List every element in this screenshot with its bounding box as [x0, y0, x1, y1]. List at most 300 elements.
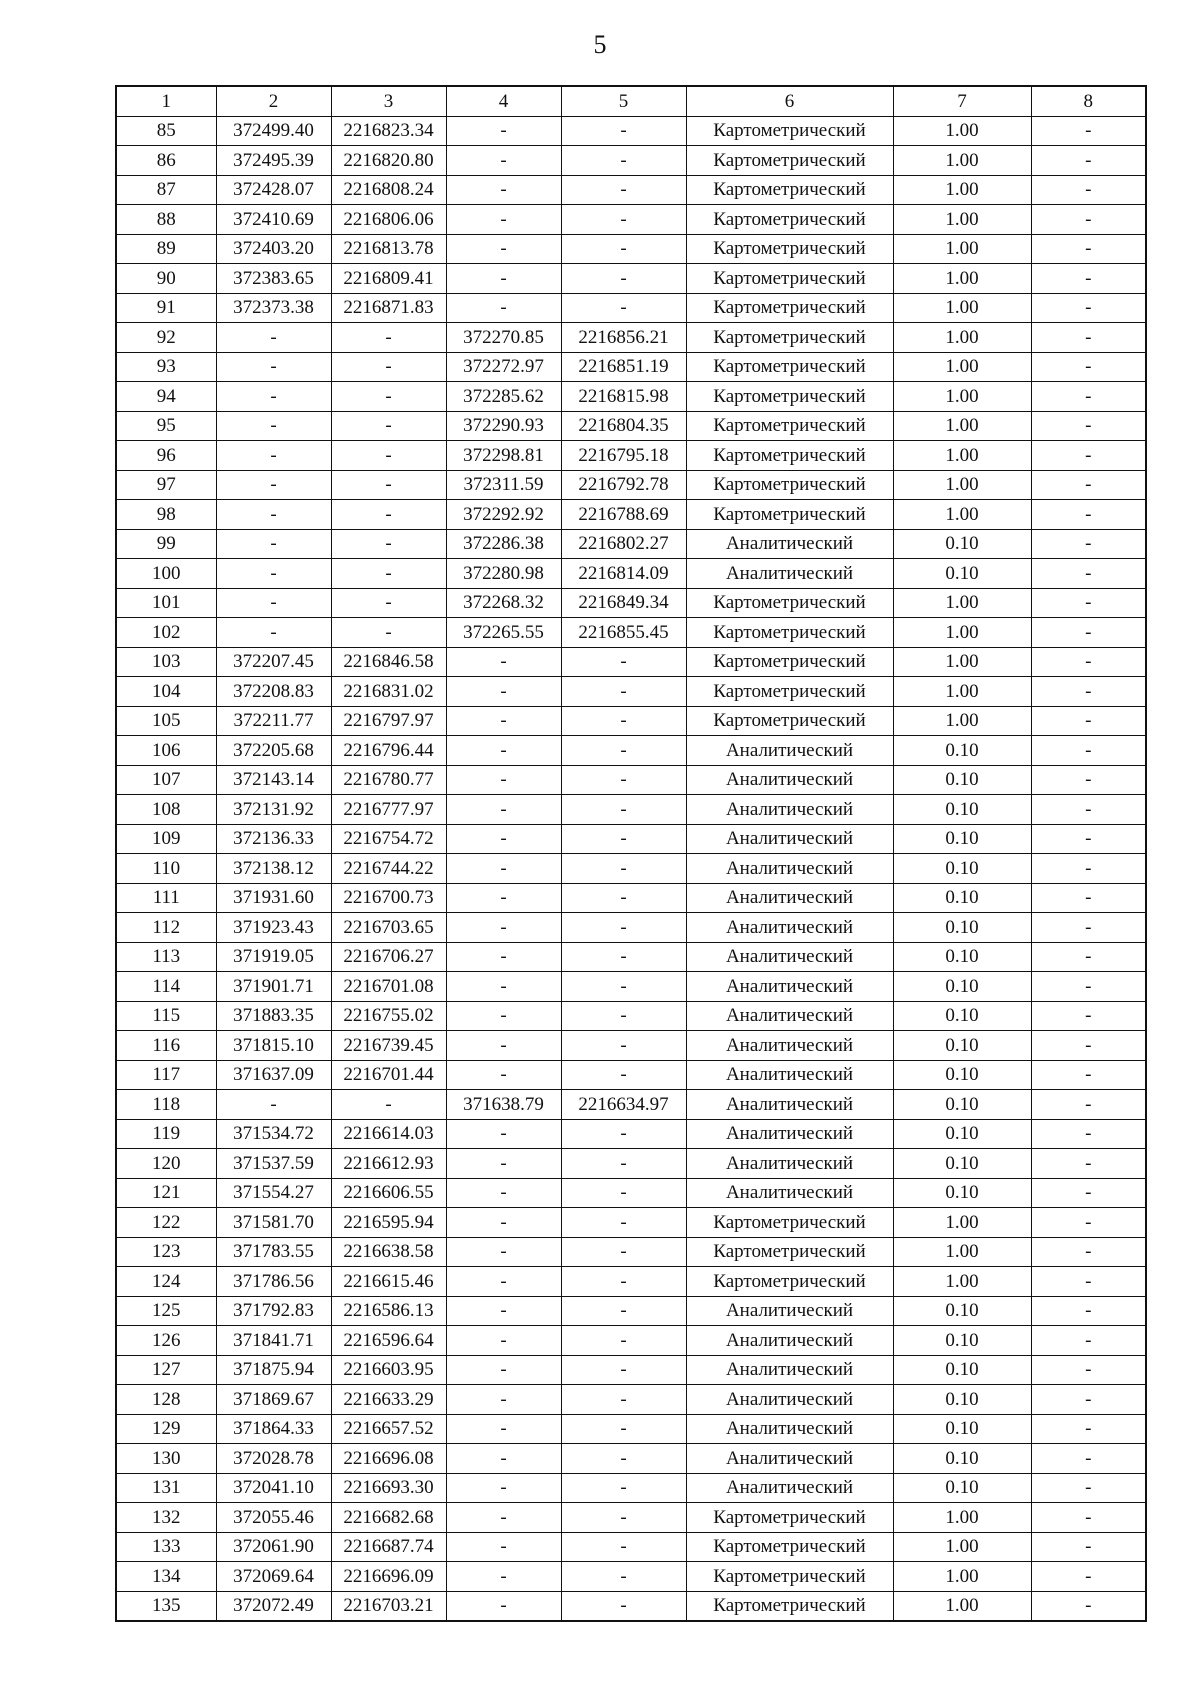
cell-existing-x: -: [216, 559, 331, 589]
table-row: [116, 972, 1146, 1002]
table-row: [116, 736, 1146, 766]
cell-new-x: 372292.92: [446, 500, 561, 530]
cell-accuracy: 1.00: [893, 352, 1031, 382]
table-row: [116, 677, 1146, 707]
cell-new-y: -: [561, 1149, 686, 1179]
cell-new-x: -: [446, 1326, 561, 1356]
table-row: [116, 1444, 1146, 1474]
cell-accuracy: 0.10: [893, 972, 1031, 1002]
cell-existing-x: 372205.68: [216, 736, 331, 766]
column-header-2: 2: [216, 86, 331, 116]
cell-existing-x: 371901.71: [216, 972, 331, 1002]
cell-note: -: [1031, 1414, 1146, 1444]
cell-existing-x: 371864.33: [216, 1414, 331, 1444]
cell-method: Картометрический: [686, 146, 893, 176]
table-row: [116, 411, 1146, 441]
cell-new-x: -: [446, 1237, 561, 1267]
cell-method: Аналитический: [686, 1355, 893, 1385]
cell-accuracy: 0.10: [893, 1119, 1031, 1149]
cell-note: -: [1031, 1591, 1146, 1621]
table-row: [116, 942, 1146, 972]
cell-point-number: 110: [116, 854, 216, 884]
cell-accuracy: 0.10: [893, 1296, 1031, 1326]
cell-new-y: -: [561, 1562, 686, 1592]
table-row: [116, 647, 1146, 677]
cell-note: -: [1031, 559, 1146, 589]
cell-existing-y: 2216706.27: [331, 942, 446, 972]
cell-method: Аналитический: [686, 1001, 893, 1031]
cell-new-y: -: [561, 972, 686, 1002]
cell-method: Картометрический: [686, 175, 893, 205]
cell-note: -: [1031, 795, 1146, 825]
cell-note: -: [1031, 116, 1146, 146]
cell-note: -: [1031, 470, 1146, 500]
cell-method: Картометрический: [686, 1562, 893, 1592]
cell-existing-y: 2216586.13: [331, 1296, 446, 1326]
cell-existing-y: 2216701.44: [331, 1060, 446, 1090]
cell-point-number: 122: [116, 1208, 216, 1238]
cell-note: -: [1031, 588, 1146, 618]
column-header-3: 3: [331, 86, 446, 116]
cell-point-number: 131: [116, 1473, 216, 1503]
cell-existing-y: 2216871.83: [331, 293, 446, 323]
cell-method: Аналитический: [686, 1178, 893, 1208]
cell-existing-x: 372069.64: [216, 1562, 331, 1592]
cell-accuracy: 1.00: [893, 1532, 1031, 1562]
cell-accuracy: 0.10: [893, 1001, 1031, 1031]
cell-note: -: [1031, 647, 1146, 677]
column-header-8: 8: [1031, 86, 1146, 116]
cell-note: -: [1031, 293, 1146, 323]
table-row: [116, 618, 1146, 648]
cell-point-number: 106: [116, 736, 216, 766]
cell-point-number: 112: [116, 913, 216, 943]
cell-existing-y: 2216633.29: [331, 1385, 446, 1415]
cell-new-y: -: [561, 1178, 686, 1208]
cell-new-x: -: [446, 1149, 561, 1179]
cell-new-y: -: [561, 146, 686, 176]
table-row: [116, 765, 1146, 795]
cell-note: -: [1031, 1532, 1146, 1562]
cell-point-number: 133: [116, 1532, 216, 1562]
cell-new-y: -: [561, 1237, 686, 1267]
cell-new-x: -: [446, 795, 561, 825]
cell-method: Картометрический: [686, 500, 893, 530]
cell-accuracy: 1.00: [893, 411, 1031, 441]
cell-accuracy: 1.00: [893, 1208, 1031, 1238]
cell-existing-y: 2216696.09: [331, 1562, 446, 1592]
cell-new-y: -: [561, 1503, 686, 1533]
cell-accuracy: 1.00: [893, 116, 1031, 146]
cell-existing-x: 371883.35: [216, 1001, 331, 1031]
cell-new-x: -: [446, 205, 561, 235]
cell-method: Аналитический: [686, 529, 893, 559]
cell-accuracy: 0.10: [893, 1178, 1031, 1208]
cell-point-number: 89: [116, 234, 216, 264]
cell-new-x: -: [446, 706, 561, 736]
cell-method: Картометрический: [686, 706, 893, 736]
cell-existing-y: -: [331, 470, 446, 500]
cell-note: -: [1031, 1001, 1146, 1031]
cell-existing-x: 372055.46: [216, 1503, 331, 1533]
cell-new-y: -: [561, 883, 686, 913]
coordinates-table: [115, 85, 1147, 1622]
cell-method: Аналитический: [686, 942, 893, 972]
cell-note: -: [1031, 411, 1146, 441]
cell-new-y: -: [561, 913, 686, 943]
cell-method: Картометрический: [686, 1532, 893, 1562]
cell-new-x: -: [446, 1562, 561, 1592]
cell-accuracy: 1.00: [893, 588, 1031, 618]
table-header-row: [116, 86, 1146, 116]
cell-accuracy: 0.10: [893, 883, 1031, 913]
cell-new-x: 372272.97: [446, 352, 561, 382]
cell-note: -: [1031, 1090, 1146, 1120]
cell-point-number: 100: [116, 559, 216, 589]
cell-existing-x: 372041.10: [216, 1473, 331, 1503]
cell-existing-x: 372072.49: [216, 1591, 331, 1621]
cell-existing-x: 371815.10: [216, 1031, 331, 1061]
cell-point-number: 130: [116, 1444, 216, 1474]
cell-method: Картометрический: [686, 1267, 893, 1297]
cell-method: Аналитический: [686, 972, 893, 1002]
cell-accuracy: 1.00: [893, 470, 1031, 500]
cell-existing-x: 371783.55: [216, 1237, 331, 1267]
cell-new-y: -: [561, 234, 686, 264]
cell-method: Картометрический: [686, 293, 893, 323]
cell-accuracy: 0.10: [893, 854, 1031, 884]
table-row: [116, 1562, 1146, 1592]
cell-new-y: 2216788.69: [561, 500, 686, 530]
cell-new-x: -: [446, 1208, 561, 1238]
cell-new-y: -: [561, 1532, 686, 1562]
cell-new-y: -: [561, 1267, 686, 1297]
cell-new-y: -: [561, 1208, 686, 1238]
cell-new-x: -: [446, 264, 561, 294]
cell-point-number: 95: [116, 411, 216, 441]
cell-point-number: 86: [116, 146, 216, 176]
cell-method: Картометрический: [686, 470, 893, 500]
cell-new-y: -: [561, 293, 686, 323]
cell-new-x: 372290.93: [446, 411, 561, 441]
table-row: [116, 1031, 1146, 1061]
cell-existing-x: 372208.83: [216, 677, 331, 707]
cell-existing-y: 2216808.24: [331, 175, 446, 205]
cell-existing-x: 371786.56: [216, 1267, 331, 1297]
cell-existing-y: 2216755.02: [331, 1001, 446, 1031]
cell-new-y: -: [561, 264, 686, 294]
cell-new-y: -: [561, 795, 686, 825]
cell-existing-y: 2216739.45: [331, 1031, 446, 1061]
cell-note: -: [1031, 1562, 1146, 1592]
cell-new-y: -: [561, 824, 686, 854]
cell-note: -: [1031, 1444, 1146, 1474]
cell-new-x: -: [446, 1444, 561, 1474]
cell-new-y: -: [561, 116, 686, 146]
table-row: [116, 382, 1146, 412]
cell-note: -: [1031, 677, 1146, 707]
cell-accuracy: 1.00: [893, 706, 1031, 736]
cell-note: -: [1031, 1149, 1146, 1179]
table-row: [116, 559, 1146, 589]
cell-new-y: -: [561, 1326, 686, 1356]
cell-existing-x: 372383.65: [216, 264, 331, 294]
cell-point-number: 115: [116, 1001, 216, 1031]
cell-existing-y: -: [331, 411, 446, 441]
cell-existing-x: 372499.40: [216, 116, 331, 146]
table-row: [116, 264, 1146, 294]
cell-existing-x: -: [216, 1090, 331, 1120]
table-row: [116, 470, 1146, 500]
column-header-6: 6: [686, 86, 893, 116]
cell-new-x: -: [446, 1178, 561, 1208]
table-row: [116, 588, 1146, 618]
cell-new-x: -: [446, 1001, 561, 1031]
cell-existing-y: 2216612.93: [331, 1149, 446, 1179]
cell-new-x: -: [446, 234, 561, 264]
table-row: [116, 1532, 1146, 1562]
table-row: [116, 1237, 1146, 1267]
cell-existing-x: 372373.38: [216, 293, 331, 323]
cell-existing-y: 2216638.58: [331, 1237, 446, 1267]
cell-accuracy: 0.10: [893, 1473, 1031, 1503]
table-row: [116, 854, 1146, 884]
cell-note: -: [1031, 913, 1146, 943]
cell-note: -: [1031, 1267, 1146, 1297]
cell-existing-y: 2216700.73: [331, 883, 446, 913]
cell-new-y: -: [561, 1119, 686, 1149]
cell-accuracy: 0.10: [893, 529, 1031, 559]
cell-new-y: 2216634.97: [561, 1090, 686, 1120]
cell-note: -: [1031, 205, 1146, 235]
table-row: [116, 205, 1146, 235]
cell-point-number: 132: [116, 1503, 216, 1533]
cell-note: -: [1031, 1237, 1146, 1267]
table-row: [116, 1267, 1146, 1297]
cell-accuracy: 1.00: [893, 647, 1031, 677]
cell-method: Аналитический: [686, 854, 893, 884]
cell-new-x: -: [446, 1414, 561, 1444]
table-row: [116, 1090, 1146, 1120]
cell-existing-y: -: [331, 441, 446, 471]
column-header-1: 1: [116, 86, 216, 116]
cell-method: Картометрический: [686, 647, 893, 677]
table-row: [116, 352, 1146, 382]
cell-accuracy: 1.00: [893, 618, 1031, 648]
cell-point-number: 129: [116, 1414, 216, 1444]
cell-point-number: 98: [116, 500, 216, 530]
table-row: [116, 1119, 1146, 1149]
cell-existing-y: 2216603.95: [331, 1355, 446, 1385]
cell-existing-y: 2216614.03: [331, 1119, 446, 1149]
cell-note: -: [1031, 854, 1146, 884]
cell-point-number: 103: [116, 647, 216, 677]
table-row: [116, 824, 1146, 854]
cell-new-y: -: [561, 942, 686, 972]
cell-accuracy: 0.10: [893, 559, 1031, 589]
cell-accuracy: 1.00: [893, 146, 1031, 176]
table-row: [116, 1208, 1146, 1238]
table-row: [116, 1296, 1146, 1326]
cell-note: -: [1031, 175, 1146, 205]
cell-existing-x: -: [216, 470, 331, 500]
cell-new-x: 372311.59: [446, 470, 561, 500]
table-row: [116, 500, 1146, 530]
cell-method: Аналитический: [686, 824, 893, 854]
column-header-5: 5: [561, 86, 686, 116]
cell-existing-x: 371581.70: [216, 1208, 331, 1238]
cell-method: Картометрический: [686, 1208, 893, 1238]
cell-note: -: [1031, 352, 1146, 382]
cell-existing-x: 372207.45: [216, 647, 331, 677]
cell-note: -: [1031, 972, 1146, 1002]
cell-new-x: 372268.32: [446, 588, 561, 618]
cell-method: Аналитический: [686, 1414, 893, 1444]
cell-new-y: -: [561, 1355, 686, 1385]
cell-existing-x: 372061.90: [216, 1532, 331, 1562]
table-row: [116, 175, 1146, 205]
cell-existing-y: 2216820.80: [331, 146, 446, 176]
cell-note: -: [1031, 1473, 1146, 1503]
cell-method: Аналитический: [686, 1119, 893, 1149]
table-row: [116, 1001, 1146, 1031]
cell-existing-x: 372410.69: [216, 205, 331, 235]
cell-point-number: 135: [116, 1591, 216, 1621]
cell-accuracy: 1.00: [893, 1503, 1031, 1533]
cell-method: Картометрический: [686, 1591, 893, 1621]
cell-note: -: [1031, 1208, 1146, 1238]
cell-note: -: [1031, 1326, 1146, 1356]
table-row: [116, 1326, 1146, 1356]
cell-existing-y: 2216595.94: [331, 1208, 446, 1238]
cell-new-y: -: [561, 765, 686, 795]
cell-existing-y: -: [331, 559, 446, 589]
cell-point-number: 107: [116, 765, 216, 795]
cell-method: Картометрический: [686, 618, 893, 648]
cell-accuracy: 0.10: [893, 765, 1031, 795]
cell-existing-y: 2216846.58: [331, 647, 446, 677]
cell-new-y: 2216855.45: [561, 618, 686, 648]
cell-new-x: -: [446, 883, 561, 913]
table-row: [116, 706, 1146, 736]
cell-point-number: 125: [116, 1296, 216, 1326]
cell-existing-x: -: [216, 618, 331, 648]
cell-note: -: [1031, 1503, 1146, 1533]
table-row: [116, 1355, 1146, 1385]
cell-method: Картометрический: [686, 1237, 893, 1267]
cell-existing-x: 372028.78: [216, 1444, 331, 1474]
cell-new-y: -: [561, 175, 686, 205]
cell-accuracy: 1.00: [893, 1237, 1031, 1267]
cell-note: -: [1031, 1178, 1146, 1208]
cell-method: Картометрический: [686, 1503, 893, 1533]
cell-point-number: 134: [116, 1562, 216, 1592]
cell-accuracy: 1.00: [893, 323, 1031, 353]
cell-point-number: 124: [116, 1267, 216, 1297]
cell-method: Картометрический: [686, 205, 893, 235]
cell-accuracy: 1.00: [893, 441, 1031, 471]
cell-accuracy: 0.10: [893, 1149, 1031, 1179]
cell-point-number: 121: [116, 1178, 216, 1208]
cell-point-number: 92: [116, 323, 216, 353]
cell-method: Картометрический: [686, 382, 893, 412]
cell-new-y: -: [561, 854, 686, 884]
cell-new-x: -: [446, 1532, 561, 1562]
cell-accuracy: 0.10: [893, 1326, 1031, 1356]
cell-new-x: -: [446, 736, 561, 766]
cell-existing-x: 371792.83: [216, 1296, 331, 1326]
cell-existing-x: -: [216, 588, 331, 618]
cell-note: -: [1031, 382, 1146, 412]
cell-new-x: -: [446, 1031, 561, 1061]
cell-method: Картометрический: [686, 441, 893, 471]
table-body: [116, 116, 1146, 1621]
cell-method: Аналитический: [686, 765, 893, 795]
cell-existing-y: 2216682.68: [331, 1503, 446, 1533]
cell-existing-y: -: [331, 323, 446, 353]
cell-new-y: -: [561, 736, 686, 766]
table-row: [116, 1149, 1146, 1179]
cell-new-x: 372265.55: [446, 618, 561, 648]
cell-existing-y: 2216687.74: [331, 1532, 446, 1562]
table-row: [116, 913, 1146, 943]
cell-note: -: [1031, 1119, 1146, 1149]
cell-method: Картометрический: [686, 677, 893, 707]
cell-existing-y: 2216797.97: [331, 706, 446, 736]
cell-new-y: 2216814.09: [561, 559, 686, 589]
cell-existing-y: -: [331, 588, 446, 618]
table-row: [116, 234, 1146, 264]
cell-existing-y: 2216744.22: [331, 854, 446, 884]
cell-existing-x: 372403.20: [216, 234, 331, 264]
cell-new-y: -: [561, 1591, 686, 1621]
cell-existing-x: 372136.33: [216, 824, 331, 854]
cell-new-y: 2216851.19: [561, 352, 686, 382]
cell-note: -: [1031, 942, 1146, 972]
cell-note: -: [1031, 824, 1146, 854]
cell-new-x: -: [446, 146, 561, 176]
cell-point-number: 105: [116, 706, 216, 736]
cell-new-x: 371638.79: [446, 1090, 561, 1120]
cell-accuracy: 0.10: [893, 1385, 1031, 1415]
cell-point-number: 127: [116, 1355, 216, 1385]
column-header-7: 7: [893, 86, 1031, 116]
cell-new-x: -: [446, 677, 561, 707]
cell-note: -: [1031, 529, 1146, 559]
cell-point-number: 99: [116, 529, 216, 559]
cell-new-x: -: [446, 972, 561, 1002]
cell-existing-x: 372138.12: [216, 854, 331, 884]
cell-existing-x: 372211.77: [216, 706, 331, 736]
cell-point-number: 128: [116, 1385, 216, 1415]
cell-existing-x: -: [216, 323, 331, 353]
cell-existing-y: 2216813.78: [331, 234, 446, 264]
cell-method: Аналитический: [686, 1473, 893, 1503]
table-row: [116, 529, 1146, 559]
cell-accuracy: 1.00: [893, 205, 1031, 235]
cell-new-x: -: [446, 824, 561, 854]
cell-existing-y: -: [331, 352, 446, 382]
cell-method: Аналитический: [686, 795, 893, 825]
cell-method: Аналитический: [686, 1385, 893, 1415]
cell-new-y: -: [561, 647, 686, 677]
cell-note: -: [1031, 1296, 1146, 1326]
cell-point-number: 104: [116, 677, 216, 707]
cell-existing-x: 371554.27: [216, 1178, 331, 1208]
cell-existing-y: 2216806.06: [331, 205, 446, 235]
cell-point-number: 97: [116, 470, 216, 500]
cell-new-x: -: [446, 116, 561, 146]
